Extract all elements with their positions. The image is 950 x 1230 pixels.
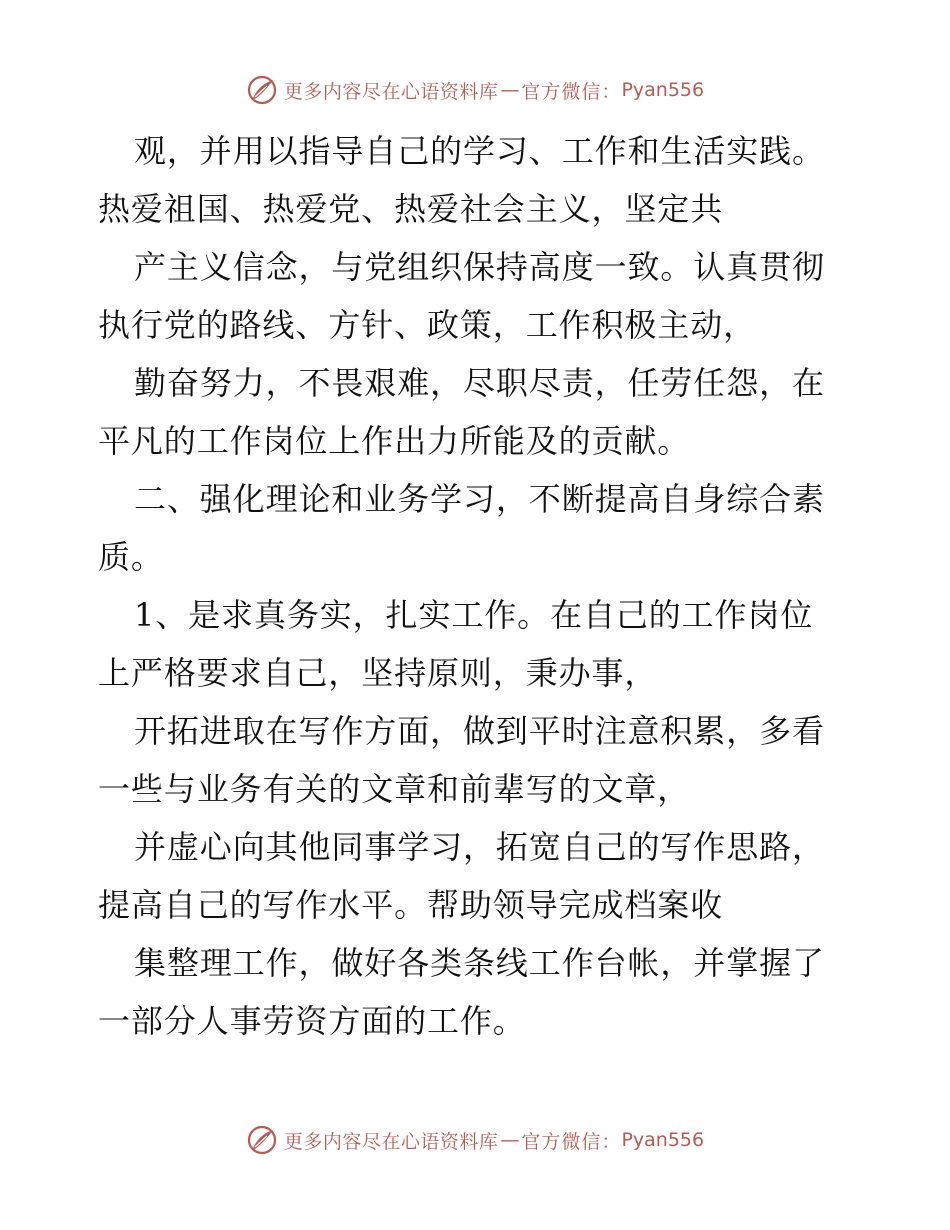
- text-line: 开拓进取在写作方面，做到平时注意积累，多看: [134, 712, 825, 750]
- footer-wechat-label: 官方微信：: [521, 1130, 622, 1153]
- header-wechat-id: Pyan556: [621, 79, 705, 101]
- text-line: 热爱祖国、热爱党、热爱社会主义，坚定共: [98, 190, 724, 228]
- header-brand-text: 更多内容尽在心语资料库: [283, 80, 499, 103]
- text-line: 执行党的路线、方针、政策，工作积极主动，: [98, 306, 757, 344]
- quill-leaf-logo-icon: [246, 74, 278, 106]
- text-line: 一些与业务有关的文章和前辈写的文章，: [98, 770, 691, 808]
- text-line: 提高自己的写作水平。帮助领导完成档案收: [98, 886, 724, 924]
- text-line: 上严格要求自己，坚持原则，秉办事，: [98, 654, 658, 692]
- footer-wechat-id: Pyan556: [621, 1129, 705, 1151]
- text-line: 勤奋努力，不畏艰难，尽职尽责，任劳任怨，在: [134, 364, 825, 402]
- header-wechat-label: 官方微信：: [521, 80, 622, 103]
- header-dash: —: [500, 79, 520, 101]
- page-header-watermark: [0, 70, 950, 110]
- text-line: 质。: [98, 538, 164, 576]
- page-footer-watermark: [0, 1120, 950, 1160]
- text-line: 1、是求真务实，扎实工作。在自己的工作岗位: [134, 596, 814, 634]
- text-line: 观，并用以指导自己的学习、工作和生活实践。: [134, 132, 825, 170]
- text-line: 集整理工作，做好各类条线工作台帐，并掌握了: [134, 944, 825, 982]
- text-line: 一部分人事劳资方面的工作。: [98, 1002, 526, 1040]
- text-line: 产主义信念，与党组织保持高度一致。认真贯彻: [134, 248, 825, 286]
- text-line: 二、强化理论和业务学习，不断提高自身综合素: [134, 480, 825, 518]
- footer-dash: —: [500, 1129, 520, 1151]
- footer-brand-text: 更多内容尽在心语资料库: [283, 1130, 499, 1153]
- text-line: 平凡的工作岗位上作出力所能及的贡献。: [98, 422, 691, 460]
- quill-leaf-logo-icon: [246, 1124, 278, 1156]
- document-body: [98, 122, 858, 1050]
- text-line: 并虚心向其他同事学习，拓宽自己的写作思路，: [134, 828, 825, 866]
